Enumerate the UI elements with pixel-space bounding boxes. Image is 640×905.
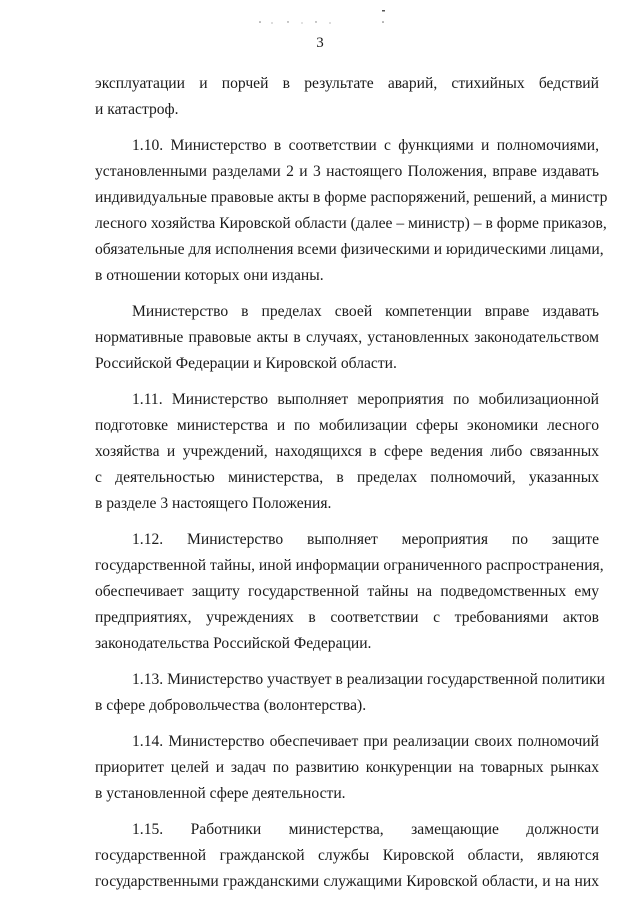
paragraph-line: эксплуатации и порчей в результате аварий, стихийных бедствий — [95, 75, 599, 92]
paragraph — [95, 667, 606, 719]
paragraph-gap — [95, 377, 599, 387]
paragraph-line: в отношении которых они изданы. — [95, 267, 324, 284]
paragraph-line: нормативные правовые акты в случаях, установленных законодательством — [95, 329, 599, 346]
scan-artifact-marks — [250, 8, 390, 28]
paragraph-line: государственной тайны, иной информации ограниченного распространения, — [95, 557, 604, 574]
paragraph-line: и катастроф. — [95, 101, 179, 118]
paragraph-line: 1.14. Министерство обеспечивает при реализации своих полномочий — [132, 733, 599, 750]
paragraph-line: подготовке министерства и по мобилизации сферы экономики лесного — [95, 417, 599, 434]
paragraph-line: в разделе 3 настоящего Положения. — [95, 495, 332, 512]
paragraph-line: 1.11. Министерство выполняет мероприятия по мобилизационной — [132, 391, 599, 408]
document-body — [95, 71, 608, 895]
paragraph-line: обязательные для исполнения всеми физическими и юридическими лицами, — [95, 241, 604, 258]
paragraph-line: индивидуальные правовые акты в форме распоряжений, решений, а министр — [95, 189, 608, 206]
paragraph-line: с деятельностью министерства, в пределах полномочий, указанных — [95, 469, 599, 486]
paragraph — [95, 527, 604, 657]
paragraph-line: Российской Федерации и Кировской области. — [95, 355, 397, 372]
paragraph-gap — [95, 807, 599, 817]
paragraph-gap — [95, 289, 599, 299]
paragraph-line: государственными гражданскими служащими Кировской области, и на них — [95, 873, 599, 890]
paragraph-line: государственной гражданской службы Кировской области, являются — [95, 847, 599, 864]
paragraph-line: лесного хозяйства Кировской области (далее – министр) – в форме приказов, — [95, 215, 607, 232]
paragraph-line: законодательства Российской Федерации. — [95, 635, 372, 652]
paragraph-line: Министерство в пределах своей компетенции вправе издавать — [132, 303, 599, 320]
paragraph-gap — [95, 719, 599, 729]
paragraph-line: приоритет целей и задач по развитию конкуренции на товарных рынках — [95, 759, 599, 776]
paragraph-line: в установленной сфере деятельности. — [95, 785, 346, 802]
paragraph-line: предприятиях, учреждениях в соответствии с требованиями актов — [95, 609, 599, 626]
paragraph — [95, 133, 608, 289]
paragraph-line: в сфере добровольчества (волонтерства). — [95, 697, 367, 714]
paragraph-line: 1.12. Министерство выполняет мероприятия по защите — [132, 531, 599, 548]
paragraph-line: обеспечивает защиту государственной тайны на подведомственных ему — [95, 583, 599, 600]
paragraph-line: 1.15. Работники министерства, замещающие должности — [132, 821, 599, 838]
paragraph-line: 1.10. Министерство в соответствии с функциями и полномочиями, — [132, 137, 599, 154]
paragraph-line: 1.13. Министерство участвует в реализации государственной политики — [132, 671, 606, 688]
paragraph-line: хозяйства и учреждений, находящихся в сфере ведения либо связанных — [95, 443, 599, 460]
paragraph — [95, 387, 599, 517]
paragraph-gap — [95, 657, 599, 667]
paragraph — [95, 817, 599, 895]
paragraph-gap — [95, 517, 599, 527]
paragraph — [95, 299, 599, 377]
paragraph — [95, 729, 599, 807]
paragraph — [95, 71, 599, 123]
paragraph-gap — [95, 123, 599, 133]
paragraph-line: установленными разделами 2 и 3 настоящего Положения, вправе издавать — [95, 163, 599, 180]
page-number: 3 — [316, 35, 324, 51]
